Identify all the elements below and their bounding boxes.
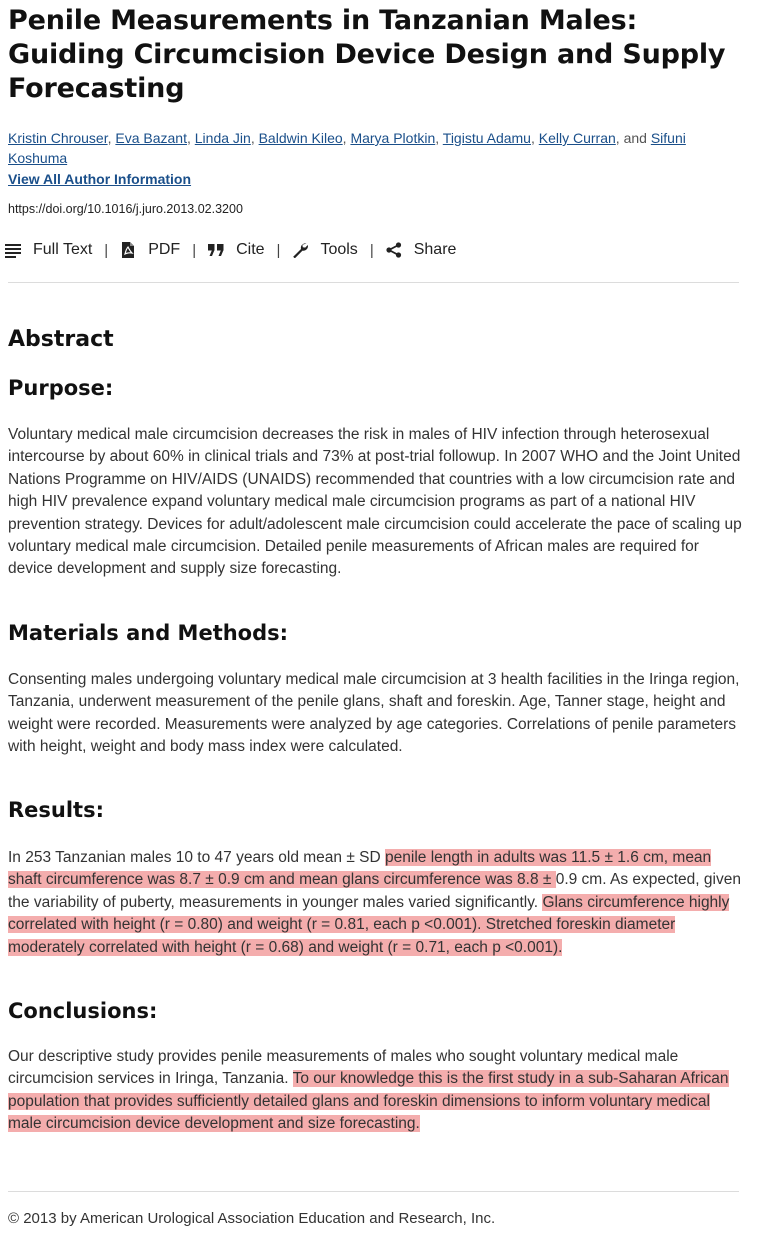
conclusions-text bbox=[8, 1046, 744, 1136]
share-button[interactable] bbox=[386, 241, 457, 259]
results-text-plain: In 253 Tanzanian males 10 to 47 years old mean ± SD bbox=[8, 849, 386, 866]
author-link[interactable]: Linda Jin bbox=[194, 130, 251, 146]
tools-label: Tools bbox=[320, 241, 358, 258]
article-toolbar bbox=[5, 238, 456, 262]
author-link[interactable]: Baldwin Kileo bbox=[258, 130, 343, 146]
author-separator: , bbox=[186, 130, 195, 146]
full-text-button[interactable] bbox=[5, 241, 92, 259]
toolbar-separator: | bbox=[192, 241, 197, 259]
toolbar-separator: | bbox=[276, 241, 281, 259]
author-link[interactable]: Kelly Curran bbox=[538, 130, 616, 146]
author-link[interactable]: Sifuni Koshuma bbox=[8, 130, 686, 166]
toolbar-separator: | bbox=[104, 241, 109, 259]
author-separator: , and bbox=[615, 130, 651, 146]
view-all-authors-link[interactable]: View All Author Information bbox=[8, 171, 192, 187]
cite-button[interactable] bbox=[208, 241, 264, 259]
results-highlight: Glans circumference highly correlated with height (r = 0.80) and weight (r = 0.81, each p <0.001). Stretched foreskin diameter moderately correlated with height (r = 0.68) and weight (r = 0.71, each p <0.001). bbox=[8, 893, 730, 956]
abstract-heading: Abstract bbox=[8, 327, 114, 352]
author-separator: , bbox=[530, 130, 539, 146]
author-link[interactable]: Tigistu Adamu bbox=[442, 130, 531, 146]
footer-divider bbox=[8, 1191, 739, 1192]
author-separator: , bbox=[250, 130, 259, 146]
author-separator: , bbox=[342, 130, 351, 146]
pdf-label: PDF bbox=[148, 241, 181, 258]
full-text-label: Full Text bbox=[33, 241, 93, 258]
purpose-heading: Purpose: bbox=[8, 376, 114, 400]
author-separator: , bbox=[107, 130, 116, 146]
cite-icon bbox=[208, 242, 224, 258]
conclusions-heading: Conclusions: bbox=[8, 999, 158, 1023]
doi-link[interactable]: https://doi.org/10.1016/j.juro.2013.02.3200 bbox=[8, 202, 243, 216]
results-highlight: penile length in adults was 11.5 ± 1.6 cm, mean shaft circumference was 8.7 ± 0.9 cm and mean glans circumference was 8.8 ± bbox=[8, 849, 712, 889]
conclusions-highlight: To our knowledge this is the first study in a sub-Saharan African population that provides sufficiently detailed glans and foreskin dimensions to inform voluntary medical male circumcision device development and size forecasting. bbox=[8, 1070, 729, 1133]
pdf-button[interactable] bbox=[120, 241, 180, 259]
purpose-text: Voluntary medical male circumcision decreases the risk in males of HIV infection through heterosexual intercourse by about 60% in clinical trials and 73% at post-trial followup. In 2007 WHO and the Joint United Nations Programme on HIV/AIDS (UNAIDS) recommended that countries with a low circumcision rate and high HIV prevalence expand voluntary medical male circumcision programs as part of a national HIV prevention strategy. Devices for adult/adolescent male circumcision could accelerate the pace of scaling up voluntary medical male circumcision. Detailed penile measurements of African males are required for device development and supply size forecasting. bbox=[8, 426, 742, 578]
share-icon bbox=[386, 242, 402, 258]
header-divider bbox=[8, 282, 739, 283]
tools-button[interactable] bbox=[292, 241, 357, 259]
full-text-icon bbox=[5, 242, 21, 258]
cite-label: Cite bbox=[236, 241, 265, 258]
conclusions-text-plain: Our descriptive study provides penile measurements of males who sought voluntary medical male circumcision services in Iringa, Tanzania. bbox=[8, 1048, 679, 1088]
pdf-icon bbox=[120, 242, 136, 258]
author-link[interactable]: Kristin Chrouser bbox=[8, 130, 108, 146]
methods-heading: Materials and Methods: bbox=[8, 621, 289, 645]
share-label: Share bbox=[413, 241, 457, 258]
author-separator: , bbox=[435, 130, 443, 146]
results-heading: Results: bbox=[8, 798, 104, 822]
copyright-notice: © 2013 by American Urological Association Education and Research, Inc. bbox=[8, 1210, 496, 1227]
author-link[interactable]: Eva Bazant bbox=[115, 130, 187, 146]
author-list bbox=[8, 128, 743, 168]
results-text-plain: 0.9 cm. As expected, given the variability of puberty, measurements in younger males varied significantly. bbox=[8, 871, 741, 911]
author-link[interactable]: Marya Plotkin bbox=[350, 130, 436, 146]
tools-icon bbox=[292, 242, 308, 258]
toolbar-separator: | bbox=[369, 241, 374, 259]
results-text bbox=[8, 847, 744, 959]
article-title: Penile Measurements in Tanzanian Males: Guiding Circumcision Device Design and Supply Forecasting bbox=[8, 5, 726, 104]
methods-text: Consenting males undergoing voluntary medical male circumcision at 3 health facilities in the Iringa region, Tanzania, underwent measurement of the penile glans, shaft and foreskin. Age, Tanner stage, height and weight were recorded. Measurements were analyzed by age categories. Correlations of penile parameters with height, weight and body mass index were calculated. bbox=[8, 671, 740, 756]
